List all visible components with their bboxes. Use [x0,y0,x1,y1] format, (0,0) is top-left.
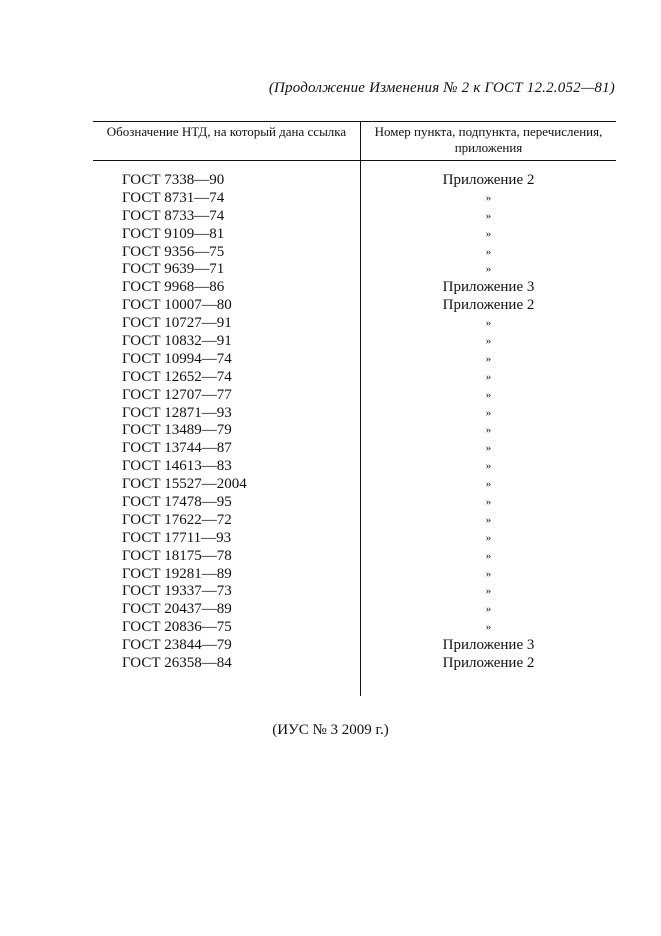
standard-designation: ГОСТ 20437—89 [122,601,232,618]
reference-location: » [485,191,492,204]
standard-designation: ГОСТ 13744—87 [122,440,232,457]
reference-location: » [485,424,492,437]
standard-designation: ГОСТ 10007—80 [122,297,232,314]
standard-designation: ГОСТ 13489—79 [122,422,232,439]
standard-designation: ГОСТ 12707—77 [122,386,232,403]
table-row [0,422,661,440]
reference-location: Приложение 3 [442,637,535,654]
standard-designation: ГОСТ 14613—83 [122,458,232,475]
table-row [0,387,661,405]
table-row [0,315,661,333]
standard-designation: ГОСТ 10994—74 [122,350,232,367]
reference-location: » [485,317,492,330]
reference-location: » [485,496,492,509]
table-row [0,226,661,244]
reference-location: » [485,549,492,562]
standard-designation: ГОСТ 23844—79 [122,637,232,654]
table-row [0,261,661,279]
table-row [0,637,661,655]
table-row [0,279,661,297]
standard-designation: ГОСТ 7338—90 [122,172,225,188]
table-row [0,619,661,637]
table-row [0,244,661,262]
reference-location: » [485,478,492,491]
standard-designation: ГОСТ 19337—73 [122,583,232,600]
table-row [0,548,661,566]
table-row [0,601,661,619]
footer-note: (ИУС № 3 2009 г.) [272,722,389,738]
standard-designation: ГОСТ 10727—91 [122,315,232,332]
reference-location: » [485,585,492,598]
reference-location: » [485,442,492,455]
column-header-reference: Номер пункта, подпункта, перечисления, приложения [374,124,603,155]
table-header-rule [93,160,616,161]
standard-designation: ГОСТ 17478—95 [122,494,232,511]
reference-location: Приложение 3 [442,279,535,296]
standard-designation: ГОСТ 9356—75 [122,243,225,260]
reference-table-body [0,172,661,673]
standard-designation: ГОСТ 9109—81 [122,225,225,242]
reference-location: » [485,245,492,258]
table-row [0,566,661,584]
table-row [0,458,661,476]
reference-location: Приложение 2 [442,172,535,188]
table-row [0,351,661,369]
reference-location: » [485,352,492,365]
reference-location: » [485,263,492,276]
reference-location: Приложение 2 [442,297,535,314]
reference-location: » [485,603,492,616]
table-row [0,405,661,423]
table-row [0,583,661,601]
reference-location: » [485,335,492,348]
standard-designation: ГОСТ 8733—74 [122,207,225,224]
reference-location: » [485,460,492,473]
reference-location: » [485,621,492,634]
table-row [0,172,661,190]
table-row [0,494,661,512]
table-row [0,190,661,208]
table-row [0,333,661,351]
page-header: (Продолжение Изменения № 2 к ГОСТ 12.2.052—81) [268,80,615,96]
reference-location: » [485,370,492,383]
reference-location: » [485,406,492,419]
standard-designation: ГОСТ 17711—93 [122,529,232,546]
standard-designation: ГОСТ 19281—89 [122,565,232,582]
table-row [0,297,661,315]
reference-location: » [485,531,492,544]
standard-designation: ГОСТ 12652—74 [122,368,232,385]
standard-designation: ГОСТ 8731—74 [122,189,225,206]
standard-designation: ГОСТ 10832—91 [122,333,232,350]
reference-location: » [485,567,492,580]
table-row [0,476,661,494]
reference-location: » [485,513,492,526]
table-row [0,530,661,548]
table-top-rule [93,121,616,122]
table-row [0,208,661,226]
table-row [0,440,661,458]
standard-designation: ГОСТ 26358—84 [122,655,232,672]
standard-designation: ГОСТ 9639—71 [122,261,225,278]
standard-designation: ГОСТ 20836—75 [122,619,232,636]
standard-designation: ГОСТ 15527—2004 [122,476,247,493]
table-row [0,369,661,387]
column-header-document: Обозначение НТД, на который дана ссылка [106,124,347,139]
table-row [0,512,661,530]
reference-location: » [485,227,492,240]
standard-designation: ГОСТ 12871—93 [122,404,232,421]
standard-designation: ГОСТ 9968—86 [122,279,225,296]
reference-location: Приложение 2 [442,655,535,672]
standard-designation: ГОСТ 18175—78 [122,547,232,564]
table-row [0,655,661,673]
reference-location: » [485,209,492,222]
reference-location: » [485,388,492,401]
standard-designation: ГОСТ 17622—72 [122,511,232,528]
